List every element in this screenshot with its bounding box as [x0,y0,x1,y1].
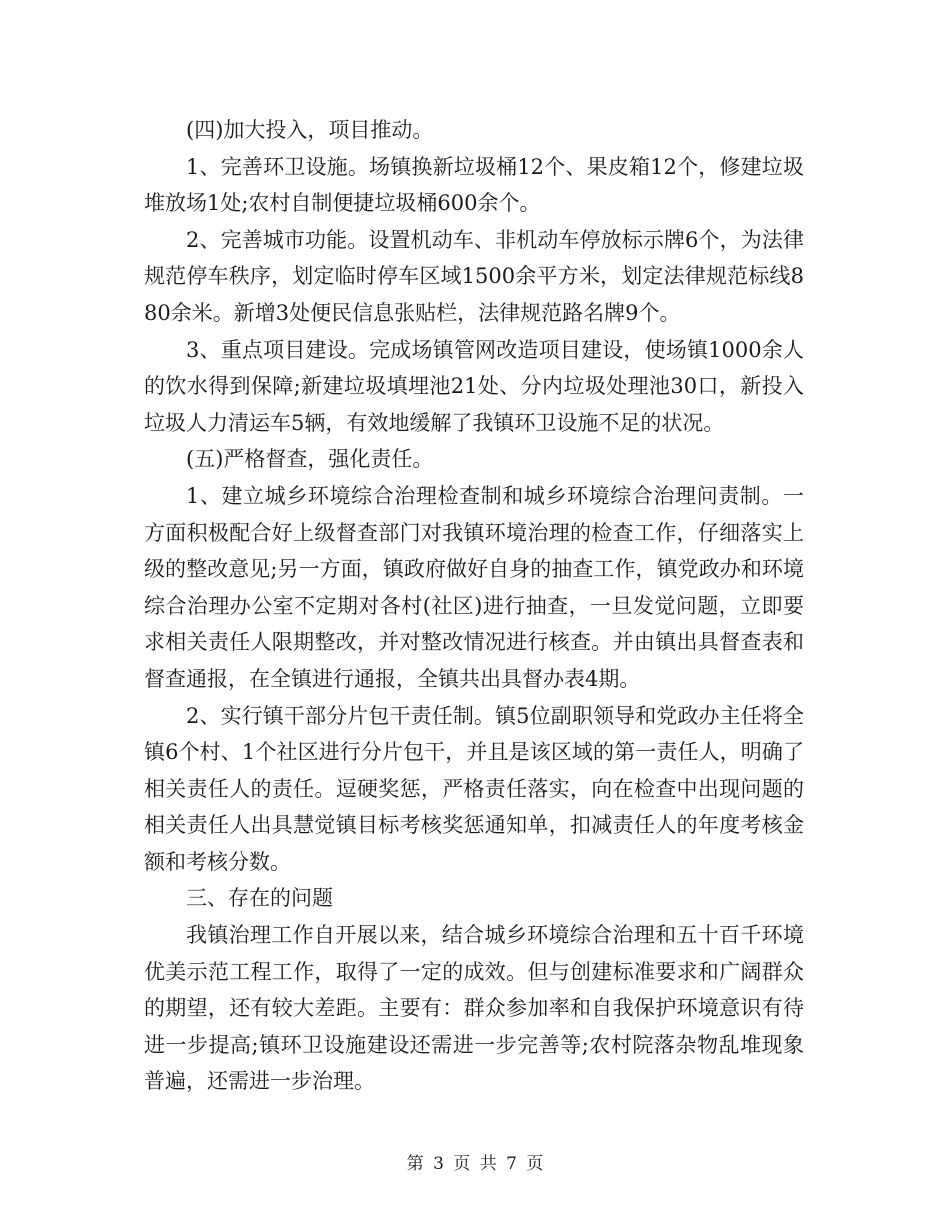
paragraph-key-projects: 3、重点项目建设。完成场镇管网改造项目建设，使场镇1000余人的饮水得到保障;新建垃圾填埋池21处、分内垃圾处理池30口，新投入垃圾人力清运车5辆，有效地缓解了我镇环卫设施不足的状况。 [144,337,804,435]
section-heading-five: (五)严格督查，强化责任。 [186,447,434,472]
paragraph-inspection-system: 1、建立城乡环境综合治理检查制和城乡环境综合治理问责制。一方面积极配合好上级督查部门对我镇环境治理的检查工作，仔细落实上级的整改意见;另一方面，镇政府做好自身的抽查工作，镇党政办和环境综合治理办公室不定期对各村(社区)进行抽查，一旦发觉问题，立即要求相关责任人限期整改，并对整改情况进行核查。并由镇出具督查表和督查通报，在全镇进行通报，全镇共出具督办表4期。 [144,483,804,691]
section-heading-problems: 三、存在的问题 [186,886,333,911]
section-heading-four: (四)加大投入，项目推动。 [186,118,434,142]
paragraph-city-functions: 2、完善城市功能。设置机动车、非机动车停放标示牌6个，为法律规范停车秩序，划定临时停车区域1500余平方米，划定法律规范标线880余米。新增3处便民信息张贴栏，法律规范路名牌9个。 [144,227,804,325]
paragraph-sanitation-facilities: 1、完善环卫设施。场镇换新垃圾桶12个、果皮箱12个，修建垃圾堆放场1处;农村自制便捷垃圾桶600余个。 [144,154,804,216]
page-footer: 第 3 页 共 7 页 [406,1154,544,1174]
document-body [144,112,804,1100]
paragraph-existing-problems: 我镇治理工作自开展以来，结合城乡环境综合治理和五十百千环境优美示范工程工作，取得了一定的成效。但与创建标准要求和广阔群众的期望，还有较大差距。主要有：群众参加率和自我保护环境意识有待进一步提高;镇环卫设施建设还需进一步完善等;农村院落杂物乱堆现象普遍，还需进一步治理。 [144,923,804,1094]
paragraph-responsibility-system: 2、实行镇干部分片包干责任制。镇5位副职领导和党政办主任将全镇6个村、1个社区进行分片包干，并且是该区域的第一责任人，明确了相关责任人的责任。逗硬奖惩，严格责任落实，向在检查中出现问题的相关责任人出具慧觉镇目标考核奖惩通知单，扣减责任人的年度考核金额和考核分数。 [144,703,804,874]
